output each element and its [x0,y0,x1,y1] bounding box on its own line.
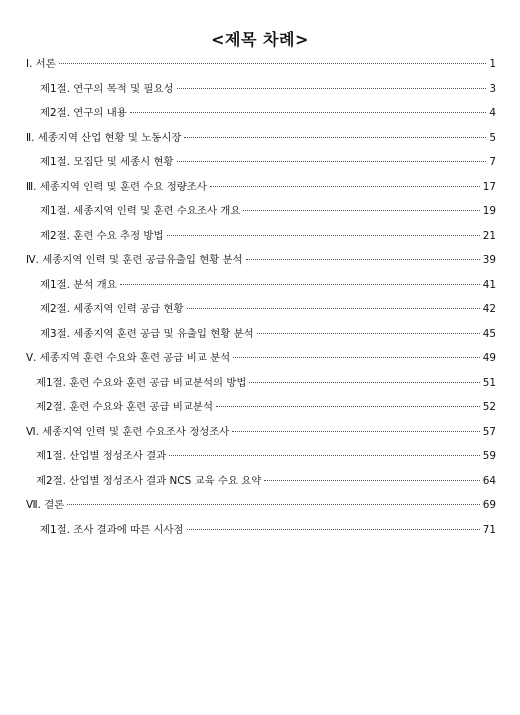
toc-chapter-entry [26,493,496,518]
toc-entry-label: Ⅰ. 서론 [26,58,56,70]
toc-page-number: 45 [482,327,496,340]
toc-dot-leader [216,406,480,407]
toc-section-entry [26,469,496,494]
toc-dot-leader [210,186,480,187]
toc-entry-label: 제2절. 훈련 수요 추정 방법 [40,229,164,242]
toc-section-entry [26,150,496,175]
toc-dot-leader [167,235,480,236]
toc-page-number: 42 [482,303,496,315]
toc-page-number: 41 [482,278,496,291]
toc-dot-leader [177,88,487,89]
toc-page-number: 51 [482,376,496,389]
toc-page-number: 57 [482,425,496,438]
toc-entry-label: 제2절. 산업별 정성조사 결과 NCS 교육 수요 요약 [36,474,262,487]
toc-page-number: 5 [489,131,496,144]
toc-entry-label: 제1절. 산업별 정성조사 결과 [36,450,167,462]
toc-chapter-entry [26,175,496,200]
toc-page-number: 69 [482,499,496,511]
toc-entry-label: 제1절. 세종지역 인력 및 훈련 수요조사 개요 [40,205,241,217]
toc-entry-label: 제1절. 모집단 및 세종시 현황 [40,156,174,168]
toc-dot-leader [59,63,487,64]
toc-page-number: 1 [489,58,496,70]
toc-entry-label: 제3절. 세종지역 훈련 공급 및 유출입 현황 분석 [40,327,254,340]
toc-dot-leader [233,357,480,358]
toc-entry-label: Ⅵ. 세종지역 인력 및 훈련 수요조사 정성조사 [26,425,230,438]
toc-chapter-entry [26,248,496,273]
toc-section-entry [26,101,496,126]
toc-page-number: 39 [482,254,496,266]
toc-page-number: 49 [482,352,496,364]
toc-section-entry [26,518,496,543]
toc-dot-leader [177,161,487,162]
toc-entry-label: 제1절. 분석 개요 [40,278,117,291]
toc-entry-label: Ⅴ. 세종지역 훈련 수요와 훈련 공급 비교 분석 [26,352,231,364]
toc-section-entry [26,371,496,396]
toc-section-entry [26,77,496,102]
toc-entry-label: 제1절. 훈련 수요와 훈련 공급 비교분석의 방법 [36,376,247,389]
toc-list [26,52,496,542]
toc-chapter-entry [26,52,496,77]
toc-section-entry [26,224,496,249]
toc-entry-label: 제1절. 연구의 목적 및 필요성 [40,82,174,95]
toc-chapter-entry [26,126,496,151]
toc-page-number: 19 [482,205,496,217]
toc-entry-label: 제2절. 훈련 수요와 훈련 공급 비교분석 [36,401,213,413]
toc-entry-label: Ⅳ. 세종지역 인력 및 훈련 공급유출입 현황 분석 [26,254,243,266]
toc-dot-leader [184,137,486,138]
toc-section-entry [26,199,496,224]
toc-page-number: 21 [482,229,496,242]
toc-page-number: 59 [482,450,496,462]
toc-dot-leader [243,210,479,211]
toc-dot-leader [169,455,480,456]
toc-entry-label: 제2절. 연구의 내용 [40,107,127,119]
toc-dot-leader [120,284,480,285]
toc-section-entry [26,297,496,322]
toc-entry-label: Ⅲ. 세종지역 인력 및 훈련 수요 정량조사 [26,180,207,193]
toc-entry-label: 제2절. 세종지역 인력 공급 현황 [40,303,184,315]
toc-section-entry [26,273,496,298]
toc-section-entry [26,322,496,347]
toc-page-number: 4 [489,107,496,119]
toc-dot-leader [232,431,479,432]
toc-page-number: 71 [482,523,496,536]
toc-dot-leader [246,259,480,260]
toc-page-number: 52 [482,401,496,413]
toc-page-number: 17 [482,180,496,193]
toc-dot-leader [130,112,487,113]
toc-chapter-entry [26,420,496,445]
toc-dot-leader [187,529,480,530]
toc-section-entry [26,444,496,469]
toc-dot-leader [67,504,479,505]
toc-entry-label: Ⅶ. 결론 [26,499,65,511]
toc-page-number: 7 [489,156,496,168]
toc-dot-leader [187,308,480,309]
toc-page-number: 3 [489,82,496,95]
toc-entry-label: Ⅱ. 세종지역 산업 현황 및 노동시장 [26,131,182,144]
toc-title: <제목 차례> [211,30,309,49]
toc-entry-label: 제1절. 조사 결과에 따른 시사점 [40,523,184,536]
toc-chapter-entry [26,346,496,371]
toc-page-number: 64 [482,474,496,487]
toc-dot-leader [264,480,479,481]
toc-dot-leader [257,333,480,334]
toc-dot-leader [249,382,479,383]
toc-section-entry [26,395,496,420]
